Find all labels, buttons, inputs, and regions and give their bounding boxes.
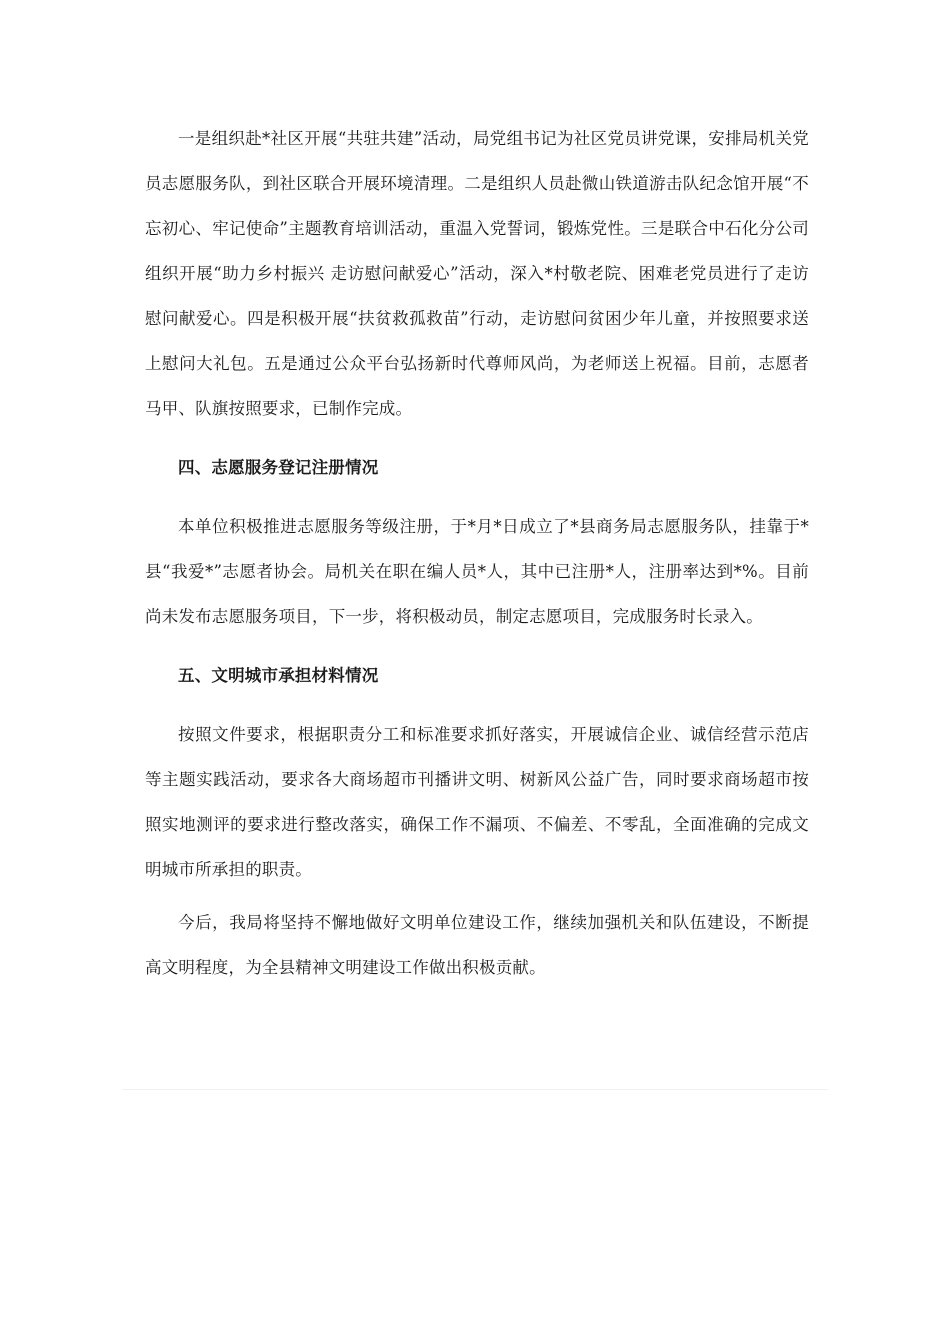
spacer [145,892,809,900]
spacer [145,704,809,712]
section-heading-4: 四、志愿服务登记注册情况 [178,458,379,477]
body-paragraph-1: 一是组织赴*社区开展“共驻共建”活动，局党组书记为社区党员讲党课，安排局机关党员志愿服务队，到社区联合开展环境清理。二是组织人员赴微山铁道游击队纪念馆开展“不忘初心、牢记使命”主题教育培训活动，重温入党誓词，锻炼党性。三是联合中石化分公司组织开展“助力乡村振兴 走访慰问献爱心”活动，深入*村敬老院、困难老党员进行了走访慰问献爱心。四是积极开展“扶贫救孤救苗”行动，走访慰问贫困少年儿童，并按照要求送上慰问大礼包。五是通过公众平台弘扬新时代尊师风尚，为老师送上祝福。目前，志愿者马甲、队旗按照要求，已制作完成。 [145,129,809,418]
body-paragraph-3: 按照文件要求，根据职责分工和标准要求抓好落实，开展诚信企业、诚信经营示范店等主题实践活动，要求各大商场超市刊播讲文明、树新风公益广告，同时要求商场超市按照实地测评的要求进行整改落实，确保工作不漏项、不偏差、不零乱，全面准确的完成文明城市所承担的职责。 [145,725,809,879]
body-paragraph-2: 本单位积极推进志愿服务等级注册，于*月*日成立了*县商务局志愿服务队，挂靠于* 县“我爱*”志愿者协会。局机关在职在编人员*人，其中已注册*人，注册率达到*%。目前尚未发布志愿服务项目，下一步，将积极动员，制定志愿项目，完成服务时长录入。 [145,517,809,626]
spacer [145,496,809,504]
spacer [145,431,809,439]
body-paragraph-4: 今后，我局将坚持不懈地做好文明单位建设工作，继续加强机关和队伍建设，不断提高文明程度，为全县精神文明建设工作做出积极贡献。 [145,913,809,977]
section-heading-5: 五、文明城市承担材料情况 [178,666,379,685]
footer-divider [122,1089,828,1090]
document-page [145,116,809,990]
spacer [145,639,809,647]
